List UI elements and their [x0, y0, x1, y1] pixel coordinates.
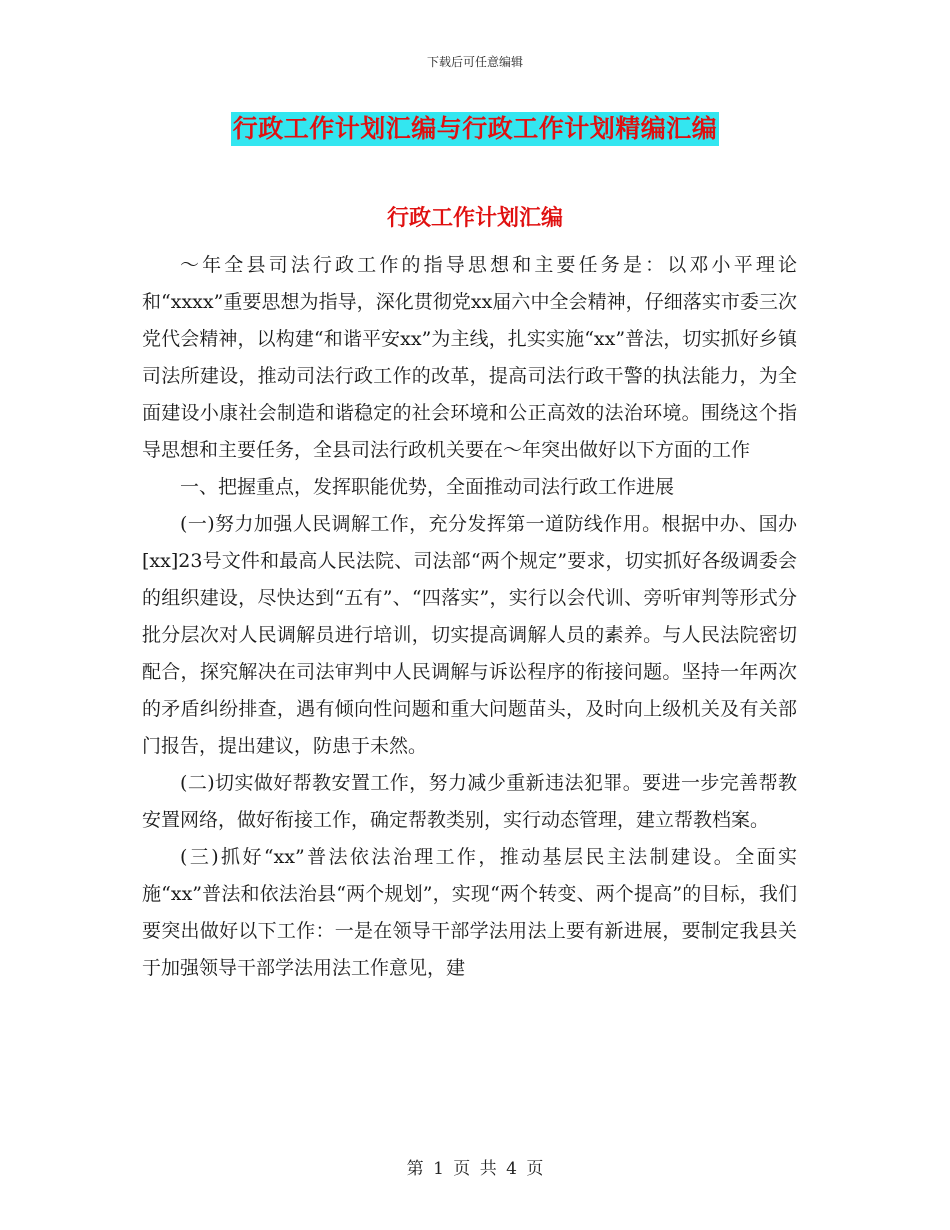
document-title: 行政工作计划汇编与行政工作计划精编汇编	[231, 112, 720, 146]
paragraph-resettlement: (二)切实做好帮教安置工作，努力减少重新违法犯罪。要进一步完善帮教安置网络，做好衔接工作，确定帮教类别，实行动态管理，建立帮教档案。	[142, 772, 797, 831]
section-title: 行政工作计划汇编	[386, 205, 563, 231]
paragraph-intro: ～年全县司法行政工作的指导思想和主要任务是：以邓小平理论和“xxxx”重要思想为指导，深化贯彻党xx届六中全会精神，仔细落实市委三次党代会精神，以构建“和谐平安xx”为主线，扎实实施“xx”普法，切实抓好乡镇司法所建设，推动司法行政工作的改革，提高司法行政干警的执法能力，为全面建设小康社会制造和谐稳定的社会环境和公正高效的法治环境。围绕这个指导思想和主要任务，全县司法行政机关要在～年突出做好以下方面的工作	[142, 254, 797, 461]
page-footer: 第 1 页 共 4 页	[406, 1159, 544, 1179]
document-body	[142, 247, 797, 987]
paragraph-heading-1: 一、把握重点，发挥职能优势，全面推动司法行政工作进展	[180, 476, 675, 498]
paragraph-legal-education: (三)抓好“xx”普法依法治理工作，推动基层民主法制建设。全面实施“xx”普法和依法治县“两个规划”，实现“两个转变、两个提高”的目标，我们要突出做好以下工作：一是在领导干部学法用法上要有新进展，要制定我县关于加强领导干部学法用法工作意见，建	[142, 846, 797, 979]
page-header-note: 下载后可任意编辑	[426, 55, 523, 69]
paragraph-mediation: (一)努力加强人民调解工作，充分发挥第一道防线作用。根据中办、国办[xx]23号文件和最高人民法院、司法部“两个规定”要求，切实抓好各级调委会的组织建设，尽快达到“五有”、“四落实”，实行以会代训、旁听审判等形式分批分层次对人民调解员进行培训，切实提高调解人员的素养。与人民法院密切配合，探究解决在司法审判中人民调解与诉讼程序的衔接问题。坚持一年两次的矛盾纠纷排查，遇有倾向性问题和重大问题苗头，及时向上级机关及有关部门报告，提出建议，防患于未然。	[142, 513, 797, 757]
document-title-container	[0, 112, 950, 146]
